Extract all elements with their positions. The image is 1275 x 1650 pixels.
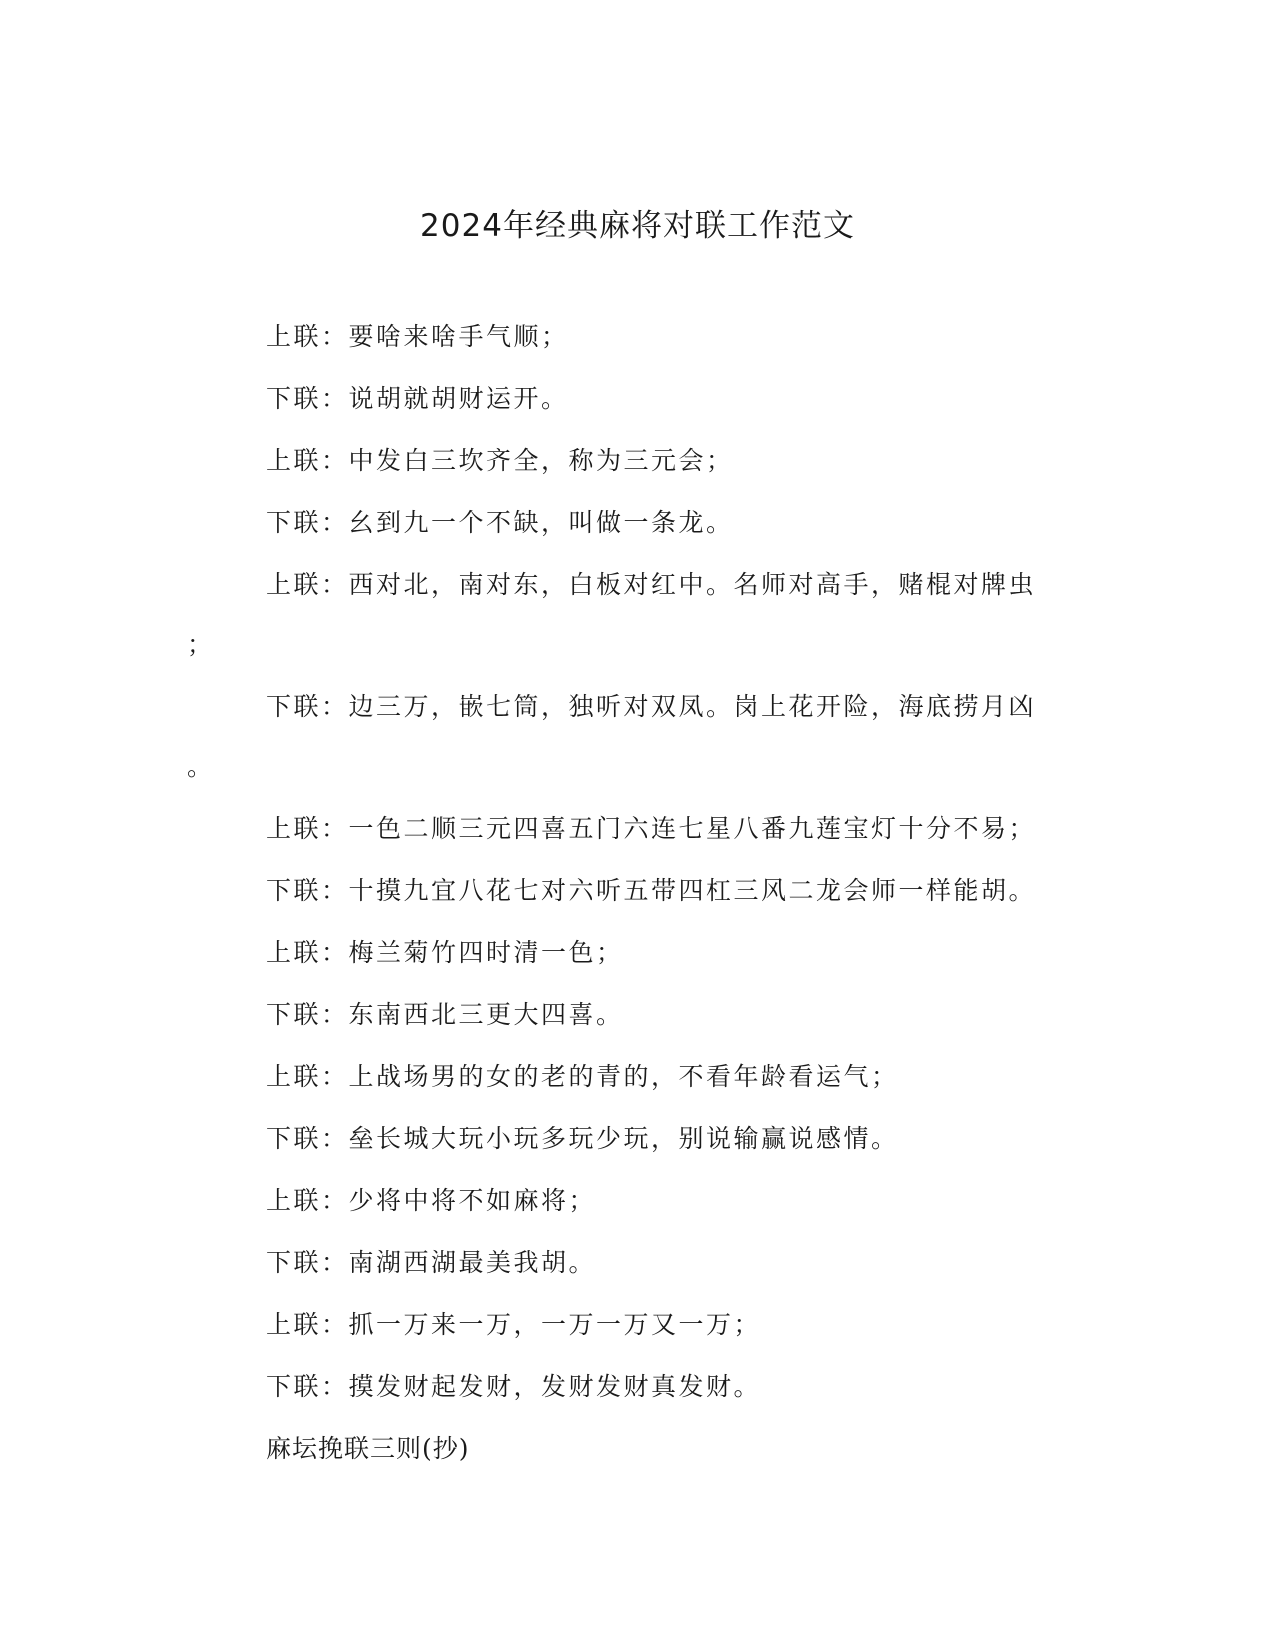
couplet-line: 下联：摸发财起发财，发财发财真发财。 bbox=[266, 1372, 762, 1401]
couplet-line-long bbox=[187, 570, 1067, 660]
couplet-line: 下联：垒长城大玩小玩多玩少玩，别说输赢说感情。 bbox=[266, 1124, 899, 1153]
couplet-line: 下联：说胡就胡财运开。 bbox=[266, 384, 569, 413]
couplet-line: 上联：少将中将不如麻将； bbox=[266, 1186, 597, 1215]
couplet-line: 上联：一色二顺三元四喜五门六连七星八番九莲宝灯十分不易； bbox=[266, 814, 1037, 843]
couplet-line: 下联：幺到九一个不缺，叫做一条龙。 bbox=[266, 508, 734, 537]
couplet-line: 下联：南湖西湖最美我胡。 bbox=[266, 1248, 597, 1277]
couplet-line: 下联：十摸九宜八花七对六听五带四杠三风二龙会师一样能胡。 bbox=[266, 876, 1037, 905]
couplet-line: 下联：东南西北三更大四喜。 bbox=[266, 1000, 624, 1029]
couplet-line: 上联：要啥来啥手气顺； bbox=[266, 322, 569, 351]
document-body bbox=[187, 322, 1067, 1464]
couplet-line-overflow: 。 bbox=[187, 752, 215, 781]
document-title: 2024年经典麻将对联工作范文 bbox=[420, 208, 855, 244]
couplet-line: 上联：抓一万来一万，一万一万又一万； bbox=[266, 1310, 762, 1339]
couplet-line: 上联：中发白三坎齐全，称为三元会； bbox=[266, 446, 734, 475]
couplet-line-overflow: ； bbox=[187, 630, 215, 659]
couplet-line-main: 上联：西对北，南对东，白板对红中。名师对高手，赌棍对牌虫 bbox=[266, 570, 1037, 599]
couplet-line-long bbox=[187, 692, 1067, 782]
section-heading: 麻坛挽联三则(抄) bbox=[266, 1434, 470, 1463]
couplet-line: 上联：上战场男的女的老的青的，不看年龄看运气； bbox=[266, 1062, 899, 1091]
couplet-line: 上联：梅兰菊竹四时清一色； bbox=[266, 938, 624, 967]
couplet-line-main: 下联：边三万，嵌七筒，独听对双凤。岗上花开险，海底捞月凶 bbox=[266, 692, 1037, 721]
